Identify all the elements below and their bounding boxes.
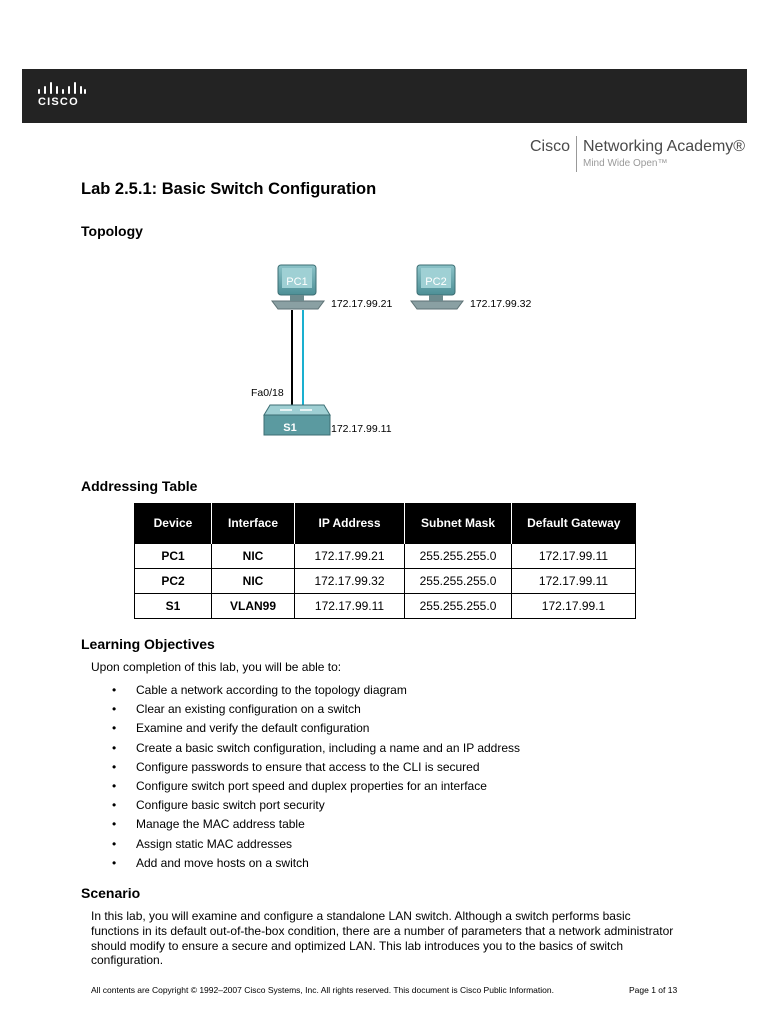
academy-cisco: Cisco: [530, 138, 571, 155]
objectives-list: [112, 681, 520, 873]
page-number: Page 1 of 13: [629, 985, 678, 995]
list-item: • Manage the MAC address table: [112, 815, 520, 834]
academy-name: Networking Academy®: [583, 138, 746, 155]
cell-ip: 172.17.99.11: [295, 594, 405, 619]
cell-gateway: 172.17.99.11: [512, 569, 636, 594]
scenario-text: In this lab, you will examine and configure a standalone LAN switch. Although a switch performs basic functions in its default out-of-the-box condition, there are a number of parameters that a network administrator should modify to ensure a secure and optimized LAN. This lab introduces you to the basics of switch configuration.: [91, 909, 674, 968]
s1-label: S1: [283, 422, 297, 434]
port-label: Fa0/18: [251, 387, 284, 399]
pc1-label: PC1: [286, 276, 308, 288]
pc2-label: PC2: [425, 276, 447, 288]
cell-ip: 172.17.99.21: [295, 544, 405, 569]
header-subnet-mask: Subnet Mask: [405, 503, 512, 544]
list-item: • Configure switch port speed and duplex properties for an interface: [112, 777, 520, 796]
list-item: • Configure basic switch port security: [112, 796, 520, 815]
cell-mask: 255.255.255.0: [405, 544, 512, 569]
list-item: • Configure passwords to ensure that access to the CLI is secured: [112, 758, 520, 777]
list-item: • Cable a network according to the topology diagram: [112, 681, 520, 700]
scenario-heading: Scenario: [81, 885, 141, 901]
header-device: Device: [135, 503, 212, 544]
objectives-heading: Learning Objectives: [81, 636, 215, 652]
objectives-intro: Upon completion of this lab, you will be able to:: [91, 660, 342, 674]
header-default-gateway: Default Gateway: [512, 503, 636, 544]
cisco-bars-icon: [37, 82, 87, 96]
cisco-logo-text: CISCO: [38, 96, 79, 108]
cell-interface: VLAN99: [212, 594, 295, 619]
cell-interface: NIC: [212, 569, 295, 594]
table-header-row: [135, 503, 636, 544]
list-item: • Assign static MAC addresses: [112, 835, 520, 854]
cell-device: PC1: [135, 544, 212, 569]
s1-ip-label: 172.17.99.11: [331, 423, 392, 435]
cell-device: S1: [135, 594, 212, 619]
cell-device: PC2: [135, 569, 212, 594]
pc1-ip-label: 172.17.99.21: [331, 298, 393, 310]
list-item: • Clear an existing configuration on a switch: [112, 700, 520, 719]
pc2-ip-label: 172.17.99.32: [470, 298, 532, 310]
cell-gateway: 172.17.99.1: [512, 594, 636, 619]
footer-copyright: All contents are Copyright © 1992–2007 Cisco Systems, Inc. All rights reserved. This document is Cisco Public Information.: [91, 985, 554, 995]
academy-tagline: Mind Wide Open™: [583, 158, 668, 169]
page-title: Lab 2.5.1: Basic Switch Configuration: [81, 180, 377, 198]
table-row: [135, 569, 636, 594]
cell-mask: 255.255.255.0: [405, 569, 512, 594]
list-item: • Create a basic switch configuration, including a name and an IP address: [112, 739, 520, 758]
cell-ip: 172.17.99.32: [295, 569, 405, 594]
addressing-table: [134, 503, 636, 619]
academy-divider: [576, 136, 577, 172]
addressing-heading: Addressing Table: [81, 478, 198, 494]
topology-heading: Topology: [81, 223, 143, 239]
header-ip-address: IP Address: [295, 503, 405, 544]
table-row: [135, 594, 636, 619]
networking-academy-logo: [530, 136, 750, 176]
cisco-logo: [37, 82, 89, 112]
list-item: • Examine and verify the default configuration: [112, 719, 520, 738]
topology-diagram: [220, 255, 550, 460]
header-interface: Interface: [212, 503, 295, 544]
s1-switch-icon: [264, 405, 330, 435]
cell-interface: NIC: [212, 544, 295, 569]
table-row: [135, 544, 636, 569]
list-item: • Add and move hosts on a switch: [112, 854, 520, 873]
cell-gateway: 172.17.99.11: [512, 544, 636, 569]
header-banner: [22, 69, 747, 123]
cell-mask: 255.255.255.0: [405, 594, 512, 619]
